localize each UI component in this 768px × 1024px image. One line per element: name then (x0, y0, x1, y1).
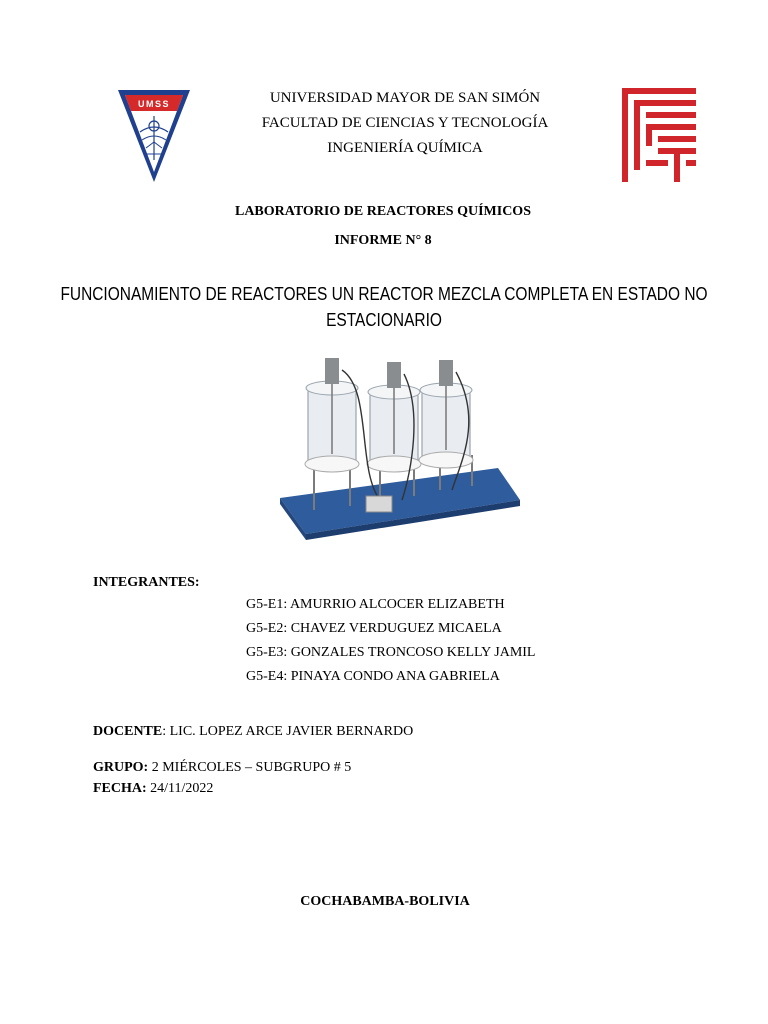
umss-logo-text: UMSS (137, 99, 171, 109)
department-name: INGENIERÍA QUÍMICA (327, 140, 483, 156)
grupo-label: GRUPO: (93, 760, 149, 775)
docente-field (93, 724, 413, 740)
docente-label: DOCENTE (93, 724, 163, 739)
fecha-value: 24/11/2022 (146, 781, 214, 796)
grupo-value: 2 MIÉRCOLES – SUBGRUPO # 5 (148, 760, 352, 775)
member-item: G5-E1: AMURRIO ALCOCER ELIZABETH (246, 597, 505, 612)
reactor-equipment-image (262, 350, 534, 540)
city-footer: COCHABAMBA-BOLIVIA (300, 894, 470, 909)
member-item: G5-E4: PINAYA CONDO ANA GABRIELA (246, 669, 500, 684)
member-item: G5-E3: GONZALES TRONCOSO KELLY JAMIL (246, 645, 536, 660)
report-number: INFORME N° 8 (334, 233, 432, 248)
report-title-line1: FUNCIONAMIENTO DE REACTORES UN REACTOR MEZCLA COMPLETA EN ESTADO NO (60, 284, 708, 304)
members-heading: INTEGRANTES: (93, 575, 200, 590)
member-item: G5-E2: CHAVEZ VERDUGUEZ MICAELA (246, 621, 502, 636)
university-name: UNIVERSIDAD MAYOR DE SAN SIMÓN (269, 90, 541, 106)
faculty-name: FACULTAD DE CIENCIAS Y TECNOLOGÍA (261, 115, 549, 131)
docente-value: : LIC. LOPEZ ARCE JAVIER BERNARDO (162, 724, 414, 739)
fecha-field (93, 781, 213, 797)
report-title-line2: ESTACIONARIO (326, 310, 442, 330)
lab-title: LABORATORIO DE REACTORES QUÍMICOS (234, 204, 531, 219)
fecha-label: FECHA: (93, 781, 147, 796)
grupo-field (93, 760, 351, 776)
